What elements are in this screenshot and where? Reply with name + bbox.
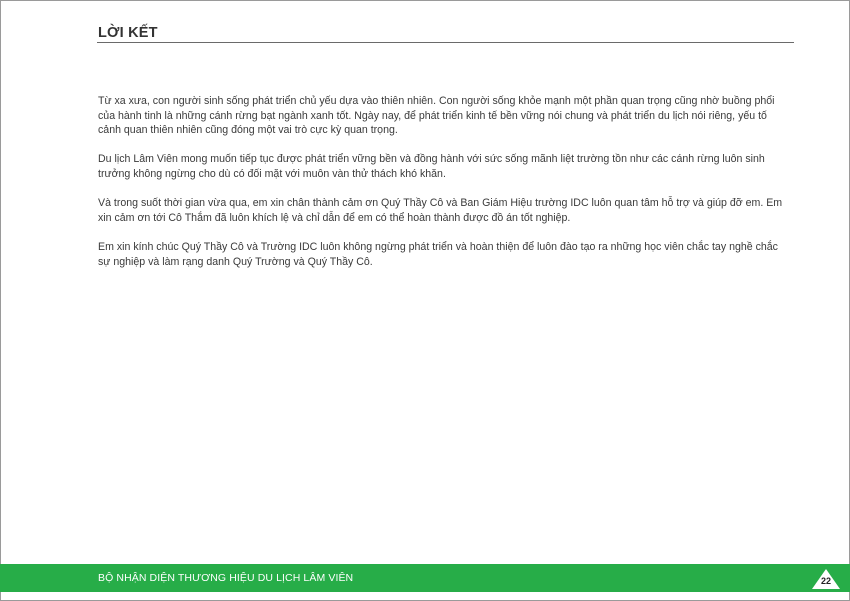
- paragraph-2: Du lịch Lâm Viên mong muốn tiếp tục được phát triển vững bền và đồng hành với sức sống mãnh liệt trường tồn như các cánh rừng luôn sinh trưởng không ngừng cho dù có đối mặt với muôn vàn thử thách khó khăn.: [98, 153, 765, 180]
- page-title: LỜI KẾT: [98, 25, 158, 41]
- paragraph-1: Từ xa xưa, con người sinh sống phát triển chủ yếu dựa vào thiên nhiên. Con người sống khỏe mạnh một phần quan trọng cũng nhờ buồng phổi của hành tinh là những cánh rừng bạt ngành xanh tốt. Ngày nay, để phát triển kinh tế bền vững nói chung và phát triển du lịch nói riêng, yếu tố cảnh quan thiên nhiên cũng đóng một vai trò cực kỳ quan trọng.: [98, 95, 775, 137]
- paragraph-4: Em xin kính chúc Quý Thầy Cô và Trường IDC luôn không ngừng phát triển và hoàn thiện để luôn đào tạo ra những học viên chắc tay nghề chắc sự nghiệp và làm rạng danh Quý Trường và Quý Thầy Cô.: [98, 240, 778, 268]
- paragraph-3: Và trong suốt thời gian vừa qua, em xin chân thành cảm ơn Quý Thầy Cô và Ban Giám Hiệu trường IDC luôn quan tâm hỗ trợ và giúp đỡ em. Em xin cảm ơn tới Cô Thắm đã luôn khích lệ và chỉ dẫn để em có thể hoàn thành được đồ án tốt nghiệp.: [98, 197, 783, 224]
- heading-divider: [97, 42, 794, 43]
- page-badge: [811, 568, 841, 590]
- page-number: 22: [820, 576, 831, 586]
- footer-title: BỘ NHẬN DIỆN THƯƠNG HIỆU DU LỊCH LÂM VIÊN: [98, 572, 354, 584]
- footer-bar: [0, 564, 850, 592]
- body-text: [98, 94, 788, 284]
